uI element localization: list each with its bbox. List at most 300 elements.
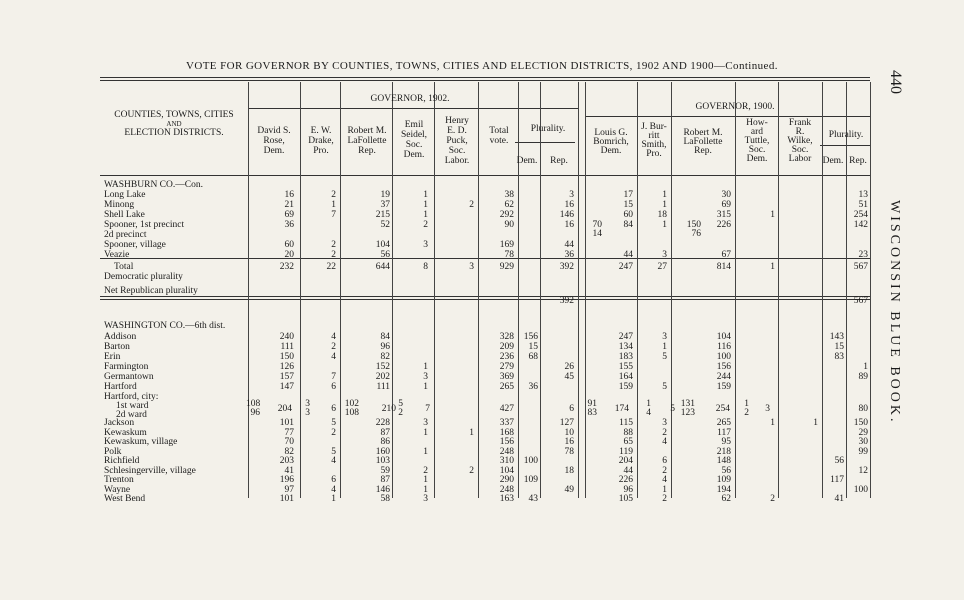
split-upper-laf1900: 150 <box>686 220 701 230</box>
cell-smith: 1 <box>662 220 667 230</box>
districts-header: AND <box>166 120 182 128</box>
column-rule <box>870 82 871 498</box>
candidate-1902-header: E. W. <box>310 126 332 136</box>
cell-drake: 5 <box>331 418 336 428</box>
candidate-1900-header: Dem. <box>600 146 622 156</box>
ward-1-laf1900: 131 <box>680 399 695 409</box>
districts-header: ELECTION DISTRICTS. <box>124 128 224 138</box>
cell-rep: 146 <box>559 210 574 220</box>
district-name: Spooner, 1st precinct <box>104 220 185 230</box>
column-rule <box>778 82 779 498</box>
cell-prep: 89 <box>858 372 868 382</box>
cell-bomrich: 247 <box>618 332 633 342</box>
cell-rep: 78 <box>564 446 574 457</box>
candidate-1902-header: David S. <box>257 126 291 136</box>
candidate-1902-header: Rep. <box>358 146 376 156</box>
cell-tuttle: 2 <box>770 494 775 504</box>
cell-seidel: 3 <box>423 240 428 250</box>
cell-seidel: 1 <box>423 475 428 485</box>
cell-rep: 10 <box>564 427 574 438</box>
cell-prep: 29 <box>858 427 868 438</box>
cell-drake: 6 <box>331 475 336 485</box>
candidate-1902-header: Puck, <box>446 136 468 146</box>
cell-total: 248 <box>499 446 514 457</box>
cell-rose: 60 <box>284 240 294 250</box>
plurality-rule-1902 <box>515 142 575 143</box>
gov1902-rule <box>248 108 578 109</box>
cell-pdem: 56 <box>834 456 844 466</box>
cell-laf1900: 104 <box>716 332 731 342</box>
district-name: Polk <box>104 446 122 457</box>
cell-seidel: 3 <box>423 418 428 428</box>
cell-smith: 5 <box>662 382 667 392</box>
district-name: Shell Lake <box>104 210 145 220</box>
district-name: West Bend <box>104 494 146 504</box>
cell-lafollette: 86 <box>380 437 390 447</box>
plurality-1902-header: Plurality. <box>530 124 566 134</box>
ward-2-smith: 4 <box>646 408 651 418</box>
cell-rose: 97 <box>284 484 294 495</box>
ward-1-drake: 3 <box>305 399 310 409</box>
cell-drake: 2 <box>331 190 336 200</box>
cell-prep: 23 <box>858 250 868 260</box>
cell-total: 38 <box>504 190 514 200</box>
header-bottom-rule <box>100 175 870 176</box>
cell-bomrich: 183 <box>618 352 633 362</box>
cell-total: 78 <box>504 250 514 260</box>
cell-bomrich: 44 <box>623 465 633 476</box>
cell-lafollette: 59 <box>380 465 390 476</box>
ward-1-bomrich: 91 <box>587 399 597 409</box>
hartford-total-laf: 210 <box>381 404 396 414</box>
cell-drake: 7 <box>331 210 336 220</box>
cell-lafollette: 87 <box>380 475 390 485</box>
cell-total: 248 <box>499 484 514 495</box>
cell-smith: 1 <box>662 342 667 352</box>
candidate-1900-header: LaFollette <box>683 137 723 147</box>
hartford-total-tuttle: 3 <box>765 404 770 414</box>
candidate-1902-header: Pro. <box>313 146 329 156</box>
district-name: Barton <box>104 342 130 352</box>
cell-rep: 26 <box>564 362 574 372</box>
cell-lafollette: 84 <box>380 332 390 342</box>
cell-total: 209 <box>499 342 514 352</box>
cell-lafollette: 96 <box>380 342 390 352</box>
cell-laf1900: 315 <box>716 210 731 220</box>
gov1900-rule <box>585 116 870 117</box>
cell-laf1900: 109 <box>716 475 731 485</box>
hartford-total-smith: 5 <box>670 404 675 414</box>
hartford-city-label: Hartford, city: <box>104 392 159 402</box>
cell-rose: 77 <box>284 427 294 438</box>
cell-smith: 5 <box>662 352 667 362</box>
candidate-1900-header: Soc. <box>791 145 809 155</box>
cell-total: 236 <box>499 352 514 362</box>
cell-total: 62 <box>504 200 514 210</box>
candidate-1902-header: LaFollette <box>347 136 387 146</box>
candidate-1900-header: Wilke, <box>787 136 813 146</box>
cell-prep: 30 <box>858 437 868 447</box>
cell-smith: 3 <box>662 418 667 428</box>
cell-bomrich: 60 <box>623 210 633 220</box>
cell-total: 290 <box>499 475 514 485</box>
county-heading: WASHBURN CO.—Con. <box>104 180 203 190</box>
districts-header: COUNTIES, TOWNS, CITIES <box>114 110 234 120</box>
cell-rose: 203 <box>279 456 294 466</box>
cell-total: 163 <box>499 494 514 504</box>
cell-rep: 45 <box>564 372 574 382</box>
candidate-1902-header: Emil <box>404 120 424 130</box>
district-name: Kewaskum <box>104 427 147 438</box>
cell-prep: 142 <box>853 220 868 230</box>
cell-bomrich: 164 <box>618 372 633 382</box>
cell-laf1900: 62 <box>721 494 731 504</box>
cell-drake: 6 <box>331 382 336 392</box>
gov1902-header: GOVERNOR, 1902. <box>370 94 450 104</box>
cell-total: 292 <box>499 210 514 220</box>
cell-smith: 2 <box>662 465 667 476</box>
cell-total: 279 <box>499 362 514 372</box>
cell-total: 310 <box>499 456 514 466</box>
column-rule <box>578 82 579 498</box>
cell-dem: 43 <box>528 494 538 504</box>
cell-laf1900: 218 <box>716 446 731 457</box>
ward-2-tuttle: 2 <box>744 408 749 418</box>
cell-lafollette: 111 <box>376 382 390 392</box>
candidate-1900-header: Rep. <box>694 146 712 156</box>
cell-laf1900: 117 <box>717 427 731 438</box>
cell-pdem: 143 <box>829 332 844 342</box>
cell-smith: 1 <box>662 200 667 210</box>
cell-seidel: 3 <box>423 372 428 382</box>
cell-pdem: 15 <box>834 342 844 352</box>
district-name: Trenton <box>104 475 134 485</box>
cell-rep: 16 <box>564 200 574 210</box>
column-rule <box>248 82 249 498</box>
cell-rose: 147 <box>279 382 294 392</box>
cell-puck: 1 <box>469 427 474 438</box>
cell-total: 156 <box>499 437 514 447</box>
hartford-rep-plurality: 6 <box>569 404 574 414</box>
cell-drake: 1 <box>331 494 336 504</box>
cell-rose: 150 <box>279 352 294 362</box>
total-rose: 232 <box>279 262 294 272</box>
hartford-total-bomrich: 174 <box>614 404 629 414</box>
cell-laf1900: 116 <box>717 342 731 352</box>
candidate-1902-header: Dem. <box>403 150 425 160</box>
ward-2-seidel: 2 <box>398 408 403 418</box>
cell-rep: 36 <box>564 250 574 260</box>
cell-rose: 36 <box>284 220 294 230</box>
cell-lafollette: 58 <box>380 494 390 504</box>
plurality-1900-header: Plurality. <box>828 130 864 140</box>
cell-lafollette: 215 <box>375 210 390 220</box>
ward-1-tuttle: 1 <box>744 399 749 409</box>
ward-2-drake: 3 <box>305 408 310 418</box>
cell-smith: 2 <box>662 427 667 438</box>
candidate-1902-header: Labor. <box>444 156 470 166</box>
split-lower-laf1900: 76 <box>691 229 701 239</box>
cell-rep: 18 <box>564 465 574 476</box>
candidate-1900-header: ritt <box>648 131 660 141</box>
cell-bomrich: 105 <box>618 494 633 504</box>
candidate-1900-header: Soc. <box>748 145 766 155</box>
dem-1900-header: Dem. <box>822 156 844 166</box>
washburn-end-rule <box>100 296 870 297</box>
cell-bomrich: 17 <box>623 190 633 200</box>
hartford-rep-plurality-1900: 80 <box>858 404 868 414</box>
cell-bomrich: 119 <box>619 446 633 457</box>
total-bomrich: 247 <box>618 262 633 272</box>
cell-bomrich: 44 <box>623 250 633 260</box>
hartford-total-drake: 6 <box>331 404 336 414</box>
district-name: Schlesingerville, village <box>104 465 196 476</box>
ward-2-laf1900: 123 <box>680 408 695 418</box>
cell-total: 328 <box>499 332 514 342</box>
cell-rep: 127 <box>559 418 574 428</box>
cell-smith: 4 <box>662 475 667 485</box>
cell-bomrich: 15 <box>623 200 633 210</box>
cell-drake: 1 <box>331 200 336 210</box>
cell-smith: 1 <box>662 484 667 495</box>
cell-seidel: 1 <box>423 362 428 372</box>
total-lafollette: 644 <box>375 262 390 272</box>
cell-lafollette: 52 <box>380 220 390 230</box>
cell-bomrich: 65 <box>623 437 633 447</box>
candidate-1900-header: Labor <box>788 154 812 164</box>
candidate-1902-header: Robert M. <box>347 126 387 136</box>
candidate-1900-header: Robert M. <box>683 128 723 138</box>
cell-rose: 196 <box>279 475 294 485</box>
hartford-total-vote: 427 <box>499 404 514 414</box>
column-rule <box>518 82 519 498</box>
cell-laf1900: 244 <box>716 372 731 382</box>
ward-2-laf: 108 <box>344 408 359 418</box>
cell-drake: 4 <box>331 332 336 342</box>
candidate-1902-header: Seidel, <box>400 130 428 140</box>
cell-prep: 100 <box>853 484 868 495</box>
cell-seidel: 1 <box>423 210 428 220</box>
candidate-1902-header: Dem. <box>263 146 285 156</box>
cell-drake: 4 <box>331 484 336 495</box>
cell-bomrich: 204 <box>618 456 633 466</box>
cell-puck: 2 <box>469 465 474 476</box>
ward-2-rose: 96 <box>250 408 260 418</box>
dem-1902-header: Dem. <box>516 156 538 166</box>
cell-lafollette: 82 <box>380 352 390 362</box>
cell-wilke: 1 <box>813 418 818 428</box>
cell-lafollette: 37 <box>380 200 390 210</box>
cell-seidel: 3 <box>423 494 428 504</box>
cell-drake: 2 <box>331 427 336 438</box>
cell-rep: 44 <box>564 240 574 250</box>
cell-prep: 13 <box>858 190 868 200</box>
cell-bomrich: 96 <box>623 484 633 495</box>
total-laf1900: 814 <box>716 262 731 272</box>
district-name: Veazie <box>104 250 130 260</box>
cell-total: 168 <box>499 427 514 438</box>
cell-lafollette: 152 <box>375 362 390 372</box>
cell-drake: 5 <box>331 446 336 457</box>
cell-laf1900: 148 <box>716 456 731 466</box>
cell-laf1900: 67 <box>721 250 731 260</box>
top-rule <box>100 77 870 78</box>
hartford-ward-1: 1st ward <box>116 401 149 411</box>
candidate-1900-header: J. Bur- <box>641 122 667 132</box>
cell-rep: 16 <box>564 437 574 447</box>
district-name: Farmington <box>104 362 149 372</box>
cell-dem: 100 <box>523 456 538 466</box>
cell-laf1900: 265 <box>716 418 731 428</box>
cell-rose: 70 <box>284 437 294 447</box>
cell-smith: 6 <box>662 456 667 466</box>
cell-laf1900: 56 <box>721 465 731 476</box>
cell-rose: 82 <box>284 446 294 457</box>
candidate-1900-header: Pro. <box>646 149 662 159</box>
cell-smith: 4 <box>662 437 667 447</box>
district-name: Jackson <box>104 418 135 428</box>
district-name: Wayne <box>104 484 131 495</box>
cell-rose: 101 <box>279 418 294 428</box>
district-name: Long Lake <box>104 190 146 200</box>
candidate-1900-header: R. <box>795 127 805 137</box>
cell-dem: 15 <box>528 342 538 352</box>
cell-total: 337 <box>499 418 514 428</box>
candidate-1902-header: Soc. <box>448 146 466 156</box>
cell-dem: 36 <box>528 382 538 392</box>
cell-rose: 69 <box>284 210 294 220</box>
cell-prep: 1 <box>863 362 868 372</box>
cell-drake: 4 <box>331 352 336 362</box>
cell-smith: 3 <box>662 332 667 342</box>
candidate-1902-header: Total <box>489 126 509 136</box>
candidate-1900-header: How- <box>746 118 768 128</box>
cell-laf1900: 156 <box>716 362 731 372</box>
cell-prep: 12 <box>858 465 868 476</box>
cell-rose: 16 <box>284 190 294 200</box>
total-tuttle: 1 <box>770 262 775 272</box>
candidate-1900-header: Smith, <box>641 140 667 150</box>
district-name: Erin <box>104 352 121 362</box>
total-rep: 392 <box>559 262 574 272</box>
cell-lafollette: 19 <box>380 190 390 200</box>
cell-seidel: 1 <box>423 200 428 210</box>
cell-rep: 16 <box>564 220 574 230</box>
total-prep: 567 <box>853 262 868 272</box>
cell-total: 265 <box>499 382 514 392</box>
ward-1-smith: 1 <box>646 399 651 409</box>
split-lower-bomrich: 14 <box>592 229 602 239</box>
candidate-1902-header: Soc. <box>405 140 423 150</box>
cell-seidel: 1 <box>423 427 428 438</box>
cell-laf1900: 30 <box>721 190 731 200</box>
cell-laf1900: 194 <box>716 484 731 495</box>
cell-total: 104 <box>499 465 514 476</box>
hartford-ward-2: 2d ward <box>116 410 147 420</box>
rep-1900-header: Rep. <box>849 156 867 166</box>
book-title: WISCONSIN BLUE BOOK. <box>887 200 902 425</box>
cell-prep: 51 <box>858 200 868 210</box>
candidate-1902-header: Drake, <box>308 136 334 146</box>
column-rule <box>822 82 823 498</box>
cell-drake: 2 <box>331 342 336 352</box>
cell-laf1900: 95 <box>721 437 731 447</box>
cell-bomrich: 155 <box>618 362 633 372</box>
cell-drake: 2 <box>331 250 336 260</box>
top-rule-2 <box>100 80 870 81</box>
candidate-1900-header: Bomrich, <box>593 137 629 147</box>
cell-seidel: 2 <box>423 465 428 476</box>
cell-rose: 21 <box>284 200 294 210</box>
cell-seidel: 2 <box>423 220 428 230</box>
side-margin <box>880 70 920 550</box>
cell-bomrich: 115 <box>619 418 633 428</box>
cell-rose: 101 <box>279 494 294 504</box>
split-upper-bomrich: 70 <box>592 220 602 230</box>
candidate-1900-header: Tuttle, <box>744 136 770 146</box>
cell-prep: 150 <box>853 418 868 428</box>
net-rep-plurality-1900: 567 <box>853 296 868 306</box>
cell-total: 369 <box>499 372 514 382</box>
gov1900-header: GOVERNOR, 1900. <box>695 102 775 112</box>
ward-1-laf: 102 <box>344 399 359 409</box>
cell-pdem: 117 <box>830 475 844 485</box>
cell-lafollette: 228 <box>375 418 390 428</box>
dem-plurality-label: Democratic plurality <box>104 272 183 282</box>
cell-seidel: 1 <box>423 382 428 392</box>
district-name: Kewaskum, village <box>104 437 178 447</box>
district-name: Germantown <box>104 372 154 382</box>
cell-prep: 99 <box>858 446 868 457</box>
candidate-1900-header: ard <box>750 127 764 137</box>
cell-lafollette: 87 <box>380 427 390 438</box>
cell-bomrich: 88 <box>623 427 633 438</box>
total-seidel: 8 <box>423 262 428 272</box>
district-name: Minong <box>104 200 135 210</box>
candidate-1902-header: E. D. <box>447 126 467 136</box>
cell-laf1900: 100 <box>716 352 731 362</box>
cell-pdem: 41 <box>834 494 844 504</box>
district-name: 2d precinct <box>104 230 147 240</box>
cell-tuttle: 1 <box>770 418 775 428</box>
net-rep-plurality-label: Net Republican plurality <box>104 286 198 296</box>
district-name: Hartford <box>104 382 137 392</box>
cell-rose: 111 <box>280 342 294 352</box>
cell-rose: 41 <box>284 465 294 476</box>
cell-tuttle: 1 <box>770 210 775 220</box>
total-label: Total <box>114 262 134 272</box>
plurality-rule-1900 <box>820 145 870 146</box>
county-heading: WASHINGTON CO.—6th dist. <box>104 321 226 331</box>
cell-rep: 49 <box>564 484 574 495</box>
district-name: Richfield <box>104 456 140 466</box>
cell-seidel: 1 <box>423 484 428 495</box>
total-total: 929 <box>499 262 514 272</box>
candidate-1902-header: vote. <box>489 136 509 146</box>
cell-dem: 109 <box>523 475 538 485</box>
cell-seidel: 1 <box>423 190 428 200</box>
cell-laf1900: 159 <box>716 382 731 392</box>
cell-lafollette: 104 <box>375 240 390 250</box>
cell-drake: 7 <box>331 372 336 382</box>
candidate-1902-header: Rose, <box>263 136 285 146</box>
page-title: VOTE FOR GOVERNOR BY COUNTIES, TOWNS, CITIES AND ELECTION DISTRICTS, 1902 AND 1900—Continued. <box>186 60 778 72</box>
cell-dem: 68 <box>528 352 538 362</box>
cell-smith: 18 <box>657 210 667 220</box>
cell-rose: 157 <box>279 372 294 382</box>
rep-1902-header: Rep. <box>550 156 568 166</box>
cell-smith: 3 <box>662 250 667 260</box>
